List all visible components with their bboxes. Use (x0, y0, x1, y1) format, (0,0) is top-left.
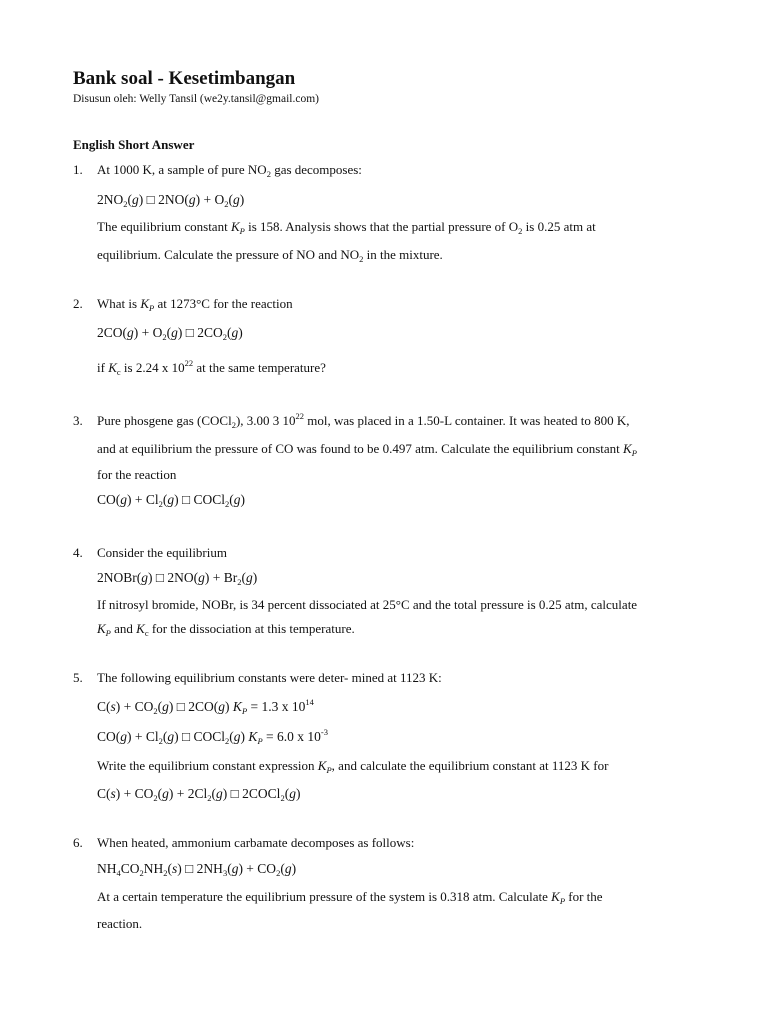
question-text: The following equilibrium constants were deter- mined at 1123 K: (97, 670, 442, 685)
equation: $C(s) + CO_2(g)$ □ 2CO(g) $K_P = 1.3$ x $10^{14}$ (97, 697, 314, 716)
question-text: and at equilibrium the pressure of CO was found to be 0.497 atm. Calculate the equilibrium constant $K_P$ (97, 441, 637, 458)
question-text: if $K_c$ is 2.24 x $10^{22}$ at the same temperature? (97, 358, 326, 377)
question-text: At 1000 K, a sample of pure $NO_2$ gas decomposes: (97, 162, 362, 179)
equation: $NH_4CO_2NH_2(s)$ □ $2NH_3(g) + CO_2(g)$ (97, 861, 297, 878)
equation: $C(s) + CO_2(g) + 2Cl_2(g)$ □ 2COCl$_2$(g) (97, 786, 301, 803)
question-number: 5. (73, 670, 83, 685)
author-line: Disusun oleh: Welly Tansil (we2y.tansil@gmail.com) (73, 93, 319, 105)
question-number: 6. (73, 835, 83, 850)
question-text: Pure phosgene gas (COCl$_2$), 3.00 3 $10^{22}$ mol, was placed in a 1.50-L container. It was heated to 800 K, (97, 411, 630, 430)
equation: 2NOBr(g) □ $2NO(g) + Br_2(g)$ (97, 570, 258, 587)
equation: $CO(g) + Cl_2(g)$ □ COCl$_2$(g) (97, 492, 246, 509)
question-text: Consider the equilibrium (97, 545, 227, 560)
equation: $CO(g) + Cl_2(g)$ □ COCl$_2$(g) $K_P = 6.0$ x $10^{-3}$ (97, 727, 328, 746)
equation: $2CO(g) + O_2(g)$ □ $2CO_2(g)$ (97, 325, 243, 342)
question-text: $K_P$ and $K_c$ for the dissociation at this temperature. (97, 621, 355, 638)
question-text: When heated, ammonium carbamate decomposes as follows: (97, 835, 415, 850)
question-text: The equilibrium constant $K_P$ is 158. Analysis shows that the partial pressure of $O_2$ is 0.25 atm at (97, 219, 596, 236)
question-number: 2. (73, 296, 83, 311)
document-title: Bank soal - Kesetimbangan (73, 68, 296, 89)
question-text: reaction. (97, 916, 143, 931)
question-text: What is $K_P$ at 1273°C for the reaction (97, 296, 293, 313)
question-number: 3. (73, 413, 83, 428)
question-text: If nitrosyl bromide, NOBr, is 34 percent dissociated at 25°C and the total pressure is 0.25 atm, calculate (97, 597, 638, 612)
equation: $2NO_2(g)$ □ $2NO(g) + O_2(g)$ (97, 192, 245, 209)
question-text: Write the equilibrium constant expression $K_P$, and calculate the equilibrium constant at 1123 K for (97, 758, 609, 775)
question-number: 4. (73, 545, 83, 560)
section-heading: English Short Answer (73, 137, 195, 152)
question-number: 1. (73, 162, 83, 177)
question-text: for the reaction (97, 467, 177, 482)
question-text: At a certain temperature the equilibrium pressure of the system is 0.318 atm. Calculate $K_P$ for the (97, 889, 603, 906)
question-text: equilibrium. Calculate the pressure of NO and $NO_2$ in the mixture. (97, 247, 443, 264)
